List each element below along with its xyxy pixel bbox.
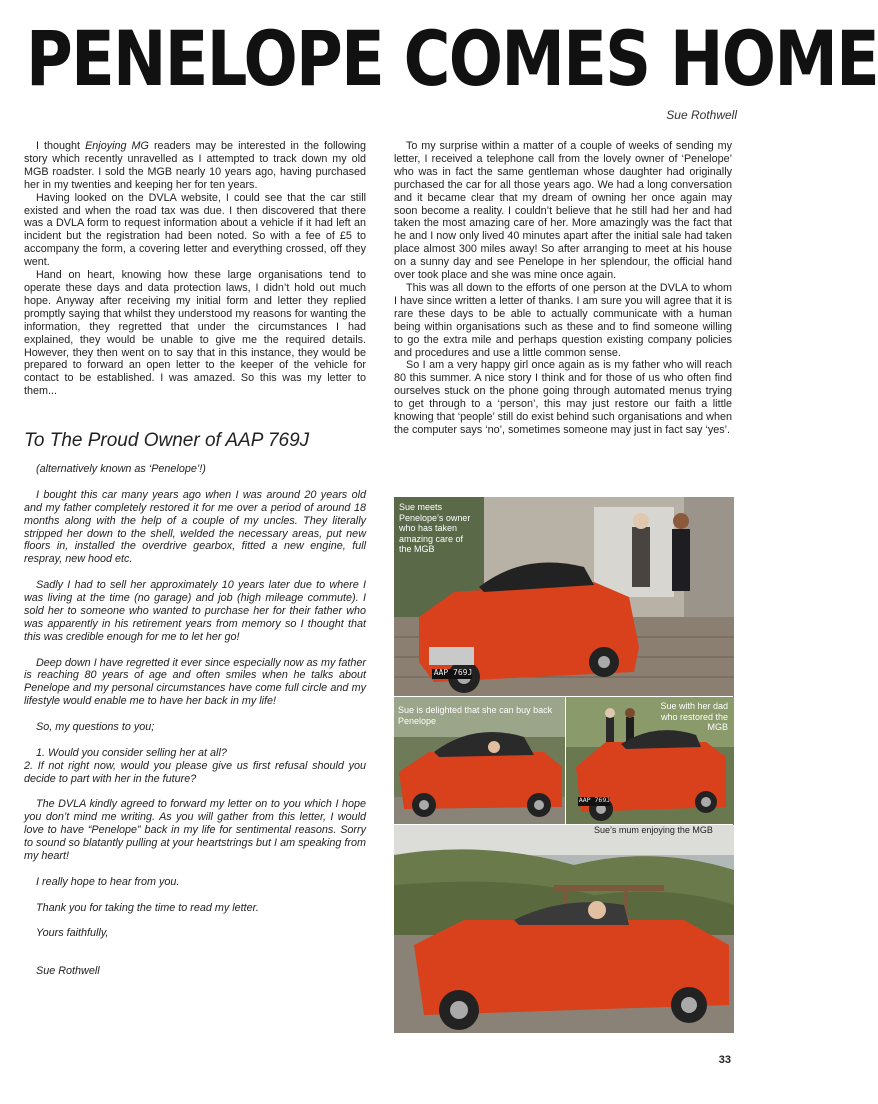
photo-sue-in-car bbox=[393, 696, 565, 824]
phone-call-paragraph: To my surprise within a matter of a couple of weeks of sending my letter, I received a telephone call from the lovely owner of ‘Penelope’ who was in fact the same gentleman whose daughter had originally purchased the car for all those years ago. We had a long conversation and it became clear that my dream of owning her once again may soon become a reality. I couldn’t believe that he still had her and had taken the most amazing care of her. More amazingly was the fact that he and I now only lived 40 minutes apart after the initial sale had taken place almost 300 miles away! So after arranging to meet at his house on a sunny day and see Penelope in her splendour, the official hand over took place and she was mine once again. bbox=[394, 140, 732, 282]
dvla-paragraph: Having looked on the DVLA website, I could see that the car still existed and when the road tax was due. I then discovered that there was a DVLA form to request information about a vehicle if it had left an incident but the registration had been noted. So with a fee of £5 to accompany the form, a covering letter and everything crossed, off they went. bbox=[24, 191, 366, 269]
letter-line: So, my questions to you; bbox=[36, 721, 155, 734]
photo-caption: Sue’s mum enjoying the MGB bbox=[594, 825, 713, 835]
letter-line: I really hope to hear from you. bbox=[36, 875, 180, 888]
letter-line: I bought this car many years ago when I was around 20 years old and my father completely restored it for me over a period of around 18 months along with the help of a couple of my uncles. They literally stripped her down to the shell, welded the necessary areas, put new floors in, installed the overdrive gearbox, fitted a new engine, full respray, new hood etc. bbox=[24, 488, 366, 566]
photo-collage bbox=[393, 496, 733, 1032]
page-number: 33 bbox=[718, 1054, 731, 1066]
letter-body bbox=[24, 463, 366, 991]
left-column bbox=[24, 140, 366, 398]
letter-heading: To The Proud Owner of AAP 769J bbox=[24, 430, 310, 451]
article-byline: Sue Rothwell bbox=[666, 108, 737, 122]
intro-paragraph: I thought Enjoying MG readers may be interested in the following story which recently unravelled as I attempted to track down my old MGB roadster. I sold the MGB nearly 10 years ago, having purchased her in my twenties and keeping her for ten years. bbox=[24, 140, 366, 191]
photo-caption: Sue with her dad who restored the MGB bbox=[660, 701, 728, 732]
letter-question: 1. Would you consider selling her at all? bbox=[36, 746, 227, 759]
photo-mum-in-car bbox=[393, 824, 733, 1032]
letter-line: Sadly I had to sell her approximately 10 years later due to where I was living at the time (no garage) and job (high mileage commute). I sold her to someone who wanted to purchase her for their father who was apparently in his retirement years from memory so I thought that this was credible enough for me to let her go! bbox=[24, 579, 366, 643]
thanks-paragraph: This was all down to the efforts of one person at the DVLA to whom I have since written a letter of thanks. I am sure you will agree that it is rare these days to be able to actually communicate with a human being within organisations such as these and to find someone willing to go the extra mile and perhaps question existing company policies and procedures and use a little common sense. bbox=[394, 281, 732, 359]
photo-caption: Sue meets Penelope’s owner who has taken amazing care of the MGB bbox=[399, 502, 471, 554]
right-column bbox=[394, 140, 732, 437]
letter-line: (alternatively known as ‘Penelope’!) bbox=[36, 463, 206, 475]
letter-question: 2. If not right now, would you please give us first refusal should you decide to part with her in the future? bbox=[24, 759, 366, 785]
photo-sue-with-dad bbox=[565, 696, 733, 824]
letter-line: The DVLA kindly agreed to forward my letter on to you which I hope you don’t mind me writing. As you will gather from this letter, I would love to have “Penelope” back in my life for sentimental reasons. Sorry to sound so blatantly pulling at your heartstrings but I am speaking from my heart! bbox=[24, 798, 366, 863]
photo-handover bbox=[393, 496, 733, 696]
letter-signature: Sue Rothwell bbox=[36, 965, 100, 978]
photo-caption: Sue is delighted that she can buy back Penelope bbox=[398, 705, 553, 726]
article-title: PENELOPE COMES HOME bbox=[26, 14, 878, 103]
letter-line: Deep down I have regretted it ever since especially now as my father is reaching 80 years of age and often smiles when he talks about Penelope and my personal circumstances have come full circle and my lifestyle would enable me to have her back in my life! bbox=[24, 656, 366, 708]
letter-line: Yours faithfully, bbox=[36, 927, 109, 940]
happy-paragraph: So I am a very happy girl once again as is my father who will reach 80 this summer. A nice story I think and for those of us who often find ourselves stuck on the phone going through automated menus trying to get through to a ‘person’, this may just restore our faith a little knowing that ‘people’ still do exist behind such organisations and when the computer says ‘no’, sometimes someone may just in fact say ‘yes’. bbox=[394, 359, 732, 436]
magazine-name: Enjoying MG bbox=[85, 140, 149, 152]
number-plate: AAP 769J bbox=[578, 796, 611, 804]
reply-paragraph: Hand on heart, knowing how these large organisations tend to operate these days and data protection laws, I didn’t hold out much hope. Anyway after receiving my initial form and letter they replied promptly saying that whilst they understood my reasons for wanting the information, they regretted that under the circumstances I had explained, they would be unable to give me the required details. However, they then went on to say that in this instance, they would be prepared to forward an open letter to the keeper of the vehicle for contact to be established. I was amazed. So this was my letter to them... bbox=[24, 269, 366, 398]
number-plate: AAP 769J bbox=[433, 668, 473, 677]
letter-line: Thank you for taking the time to read my letter. bbox=[36, 901, 259, 914]
